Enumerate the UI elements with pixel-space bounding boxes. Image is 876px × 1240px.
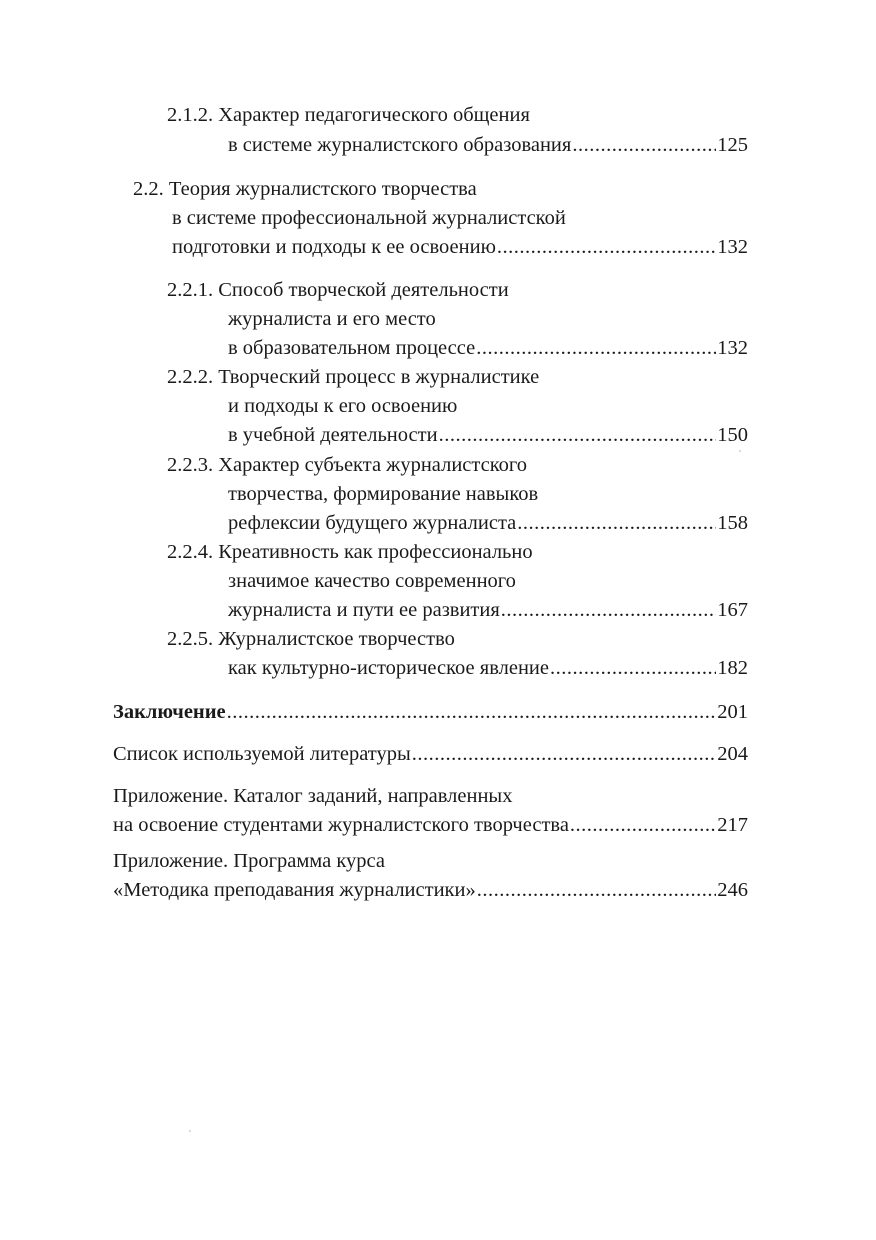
toc-entry-2-2-line2: в системе профессиональной журналистской	[172, 207, 566, 229]
toc-entry-2-2-2-line2: и подходы к его освоению	[228, 395, 458, 417]
dot-leader	[501, 595, 716, 625]
toc-entry-2-2-2-title: 2.2.2. Творческий процесс в журналистике	[167, 366, 540, 388]
toc-entry-2-2-5-page: 182	[717, 657, 748, 679]
toc-entry-conclusion-text: Заключение	[113, 701, 226, 723]
toc-entry-2-2-3-title: 2.2.3. Характер субъекта журналистского	[167, 454, 528, 476]
toc-entry-2-2-3-page: 158	[717, 512, 748, 534]
dot-leader	[497, 232, 716, 262]
toc-entry-2-2-4-text: журналиста и пути ее развития	[228, 599, 500, 621]
toc-entry-2-2-2-page: 150	[717, 424, 748, 446]
dot-leader	[476, 333, 716, 363]
toc-entry-conclusion-page: 201	[717, 701, 748, 723]
toc-entry-literature-page: 204	[717, 743, 748, 765]
toc-entry-appendix-1[interactable]	[113, 810, 748, 840]
toc-entry-literature[interactable]	[113, 739, 748, 769]
toc-entry-2-2-1-line2: журналиста и его место	[228, 308, 436, 330]
toc-entry-appendix-2[interactable]	[113, 875, 748, 905]
dot-leader	[572, 130, 716, 160]
dot-leader	[412, 739, 716, 769]
toc-entry-2-2-4[interactable]	[228, 595, 748, 625]
toc-entry-2-2-title: 2.2. Теория журналистского творчества	[133, 178, 477, 200]
toc-entry-2-2-2-text: в учебной деятельности	[228, 424, 438, 446]
dot-leader	[550, 653, 716, 683]
toc-entry-2-2-3-line2: творчества, формирование навыков	[228, 483, 539, 505]
toc-entry-appendix-1-title: Приложение. Каталог заданий, направленных	[113, 785, 513, 807]
dot-leader	[517, 508, 716, 538]
toc-entry-2-2-page: 132	[717, 236, 748, 258]
scan-speck	[739, 450, 741, 452]
toc-entry-2-1-2-page: 125	[717, 134, 748, 156]
toc-entry-2-2-2[interactable]	[228, 420, 748, 450]
toc-entry-2-2-4-line2: значимое качество современного	[228, 570, 516, 592]
toc-entry-2-1-2[interactable]	[228, 130, 748, 160]
toc-entry-2-2-5[interactable]	[228, 653, 748, 683]
dot-leader	[477, 875, 717, 905]
dot-leader	[227, 697, 717, 727]
scan-speck	[189, 1130, 191, 1132]
toc-entry-2-2-1-title: 2.2.1. Способ творческой деятельности	[167, 279, 509, 301]
toc-entry-2-2-text: подготовки и подходы к ее освоению	[172, 236, 496, 258]
toc-entry-2-2-3[interactable]	[228, 508, 748, 538]
toc-entry-appendix-2-page: 246	[717, 879, 748, 901]
toc-entry-2-1-2-text: в системе журналистского образования	[228, 134, 572, 156]
toc-entry-appendix-2-text: «Методика преподавания журналистики»	[113, 879, 476, 901]
toc-entry-2-2-3-text: рефлексии будущего журналиста	[228, 512, 517, 534]
toc-entry-literature-text: Список используемой литературы	[113, 743, 411, 765]
toc-entry-appendix-2-title: Приложение. Программа курса	[113, 850, 385, 872]
toc-entry-2-2-1-page: 132	[717, 337, 748, 359]
toc-entry-2-2-1-text: в образовательном процессе	[228, 337, 476, 359]
toc-entry-2-2-5-title: 2.2.5. Журналистское творчество	[167, 628, 455, 650]
toc-entry-appendix-1-page: 217	[717, 814, 748, 836]
dot-leader	[439, 420, 717, 450]
toc-entry-2-2-4-title: 2.2.4. Креативность как профессионально	[167, 541, 533, 563]
toc-entry-conclusion[interactable]	[113, 697, 748, 727]
toc-entry-2-2-1[interactable]	[228, 333, 748, 363]
dot-leader	[570, 810, 716, 840]
toc-entry-2-2-5-text: как культурно-историческое явление	[228, 657, 549, 679]
toc-entry-2-2[interactable]	[172, 232, 748, 262]
toc-entry-2-2-4-page: 167	[717, 599, 748, 621]
toc-entry-2-1-2-title: 2.1.2. Характер педагогического общения	[167, 104, 530, 126]
toc-entry-appendix-1-text: на освоение студентами журналистского творчества	[113, 814, 569, 836]
